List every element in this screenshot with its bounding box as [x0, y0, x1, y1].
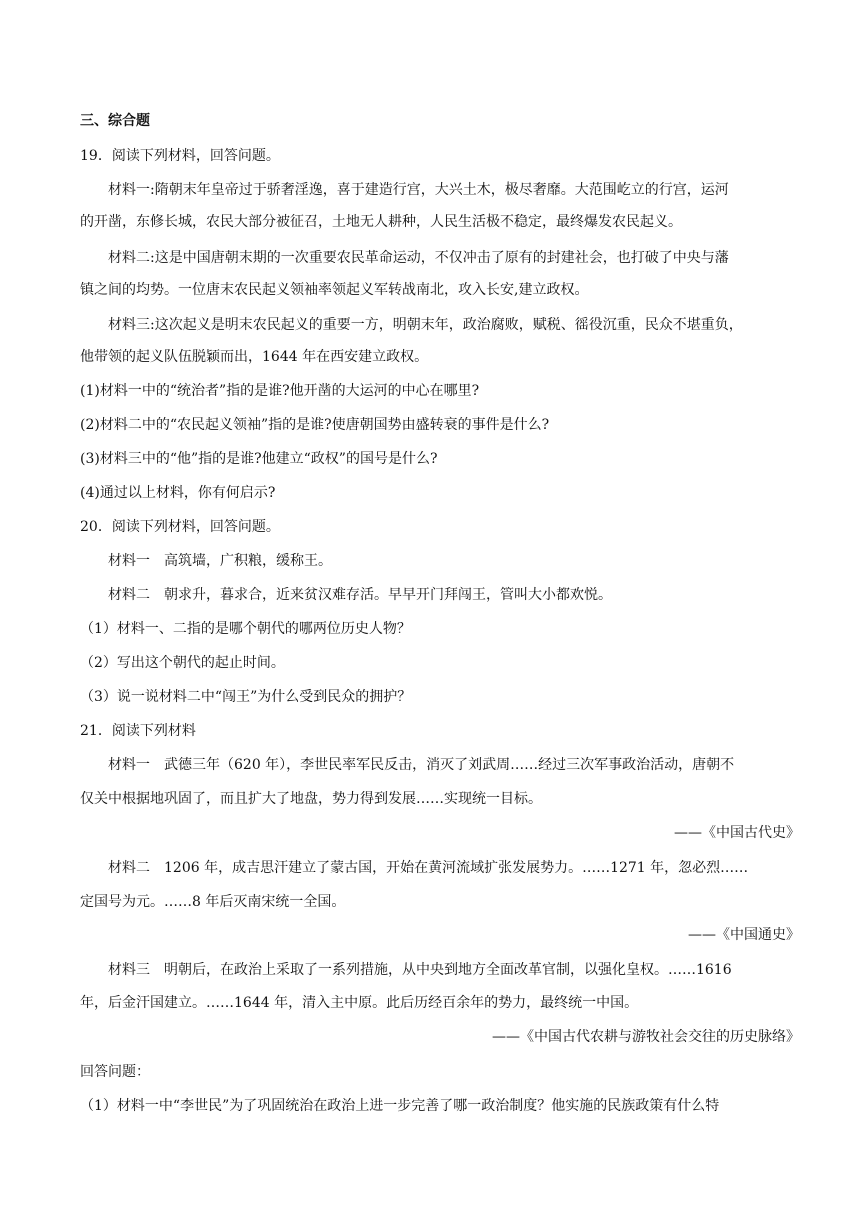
q20-sub-question-1: （1）材料一、二指的是哪个朝代的哪两位历史人物？ — [80, 621, 411, 637]
q21-material-3-line-1: 材料三 明朝后，在政治上采取了一系列措施，从中央到地方全面改革官制，以强化皇权。……1616 — [108, 962, 732, 978]
q20-title: 20．阅读下列材料，回答问题。 — [80, 519, 280, 535]
q19-sub-question-1: (1)材料一中的“统治者”指的是谁?他开凿的大运河的中心在哪里? — [80, 383, 480, 399]
q21-material-2-source: ——《中国通史》 — [688, 927, 800, 943]
q21-material-3-line-2: 年，后金汗国建立。……1644 年，清入主中原。此后历经百余年的势力，最终统一中国。 — [80, 995, 639, 1011]
q19-material-2-line-1: 材料二:这是中国唐朝末期的一次重要农民革命运动，不仅冲击了原有的封建社会，也打破了中央与藩 — [108, 250, 729, 266]
q21-material-2-line-1: 材料二 1206 年，成吉思汗建立了蒙古国，开始在黄河流域扩张发展势力。……1271 年，忽必烈…… — [108, 860, 749, 876]
q21-answer-label: 回答问题： — [80, 1064, 150, 1080]
q19-title: 19．阅读下列材料，回答问题。 — [80, 148, 280, 164]
q19-sub-question-4: (4)通过以上材料，你有何启示? — [80, 485, 276, 501]
q19-material-1-line-2: 的开凿，东修长城，农民大部分被征召，土地无人耕种，人民生活极不稳定，最终爆发农民起义。 — [80, 214, 682, 230]
q19-material-3-line-1: 材料三:这次起义是明末农民起义的重要一方，明朝末年，政治腐败，赋税、徭役沉重，民众不堪重负， — [108, 317, 743, 333]
q21-sub-question-1: （1）材料一中“李世民”为了巩固统治在政治上进一步完善了哪一政治制度？他实施的民族政策有什么特 — [80, 1098, 720, 1114]
q19-sub-question-2: (2)材料二中的“农民起义领袖”指的是谁?使唐朝国势由盛转衰的事件是什么? — [80, 417, 550, 433]
q19-material-2-line-2: 镇之间的均势。一位唐末农民起义领袖率领起义军转战南北，攻入长安,建立政权。 — [80, 282, 589, 298]
q21-material-3-source: ——《中国古代农耕与游牧社会交往的历史脉络》 — [492, 1029, 800, 1045]
q21-material-2-line-2: 定国号为元。……8 年后灭南宋统一全国。 — [80, 894, 346, 910]
q19-material-3-line-2: 他带领的起义队伍脱颖而出，1644 年在西安建立政权。 — [80, 349, 429, 365]
section-title: 三、综合题 — [80, 113, 150, 129]
q21-material-1-line-1: 材料一 武德三年（620 年），李世民率军民反击，消灭了刘武周……经过三次军事政治活动，唐朝不 — [108, 757, 735, 773]
q21-material-1-line-2: 仅关中根据地巩固了，而且扩大了地盘，势力得到发展……实现统一目标。 — [80, 791, 542, 807]
q20-sub-question-2: （2）写出这个朝代的起止时间。 — [80, 655, 285, 671]
q21-title: 21．阅读下列材料 — [80, 723, 196, 739]
q20-material-1: 材料一 高筑墙，广积粮，缓称王。 — [108, 553, 332, 569]
q20-material-2: 材料二 朝求升，暮求合，近来贫汉难存活。早早开门拜闯王，管叫大小都欢悦。 — [108, 587, 612, 603]
q19-sub-question-3: (3)材料三中的“他”指的是谁?他建立“政权”的国号是什么? — [80, 451, 438, 467]
q21-material-1-source: ——《中国古代史》 — [674, 825, 800, 841]
q20-sub-question-3: （3）说一说材料二中“闯王”为什么受到民众的拥护？ — [80, 689, 412, 705]
q19-material-1-line-1: 材料一:隋朝末年皇帝过于骄奢淫逸，喜于建造行宫，大兴土木，极尽奢靡。大范围屹立的行宫，运河 — [108, 182, 729, 198]
